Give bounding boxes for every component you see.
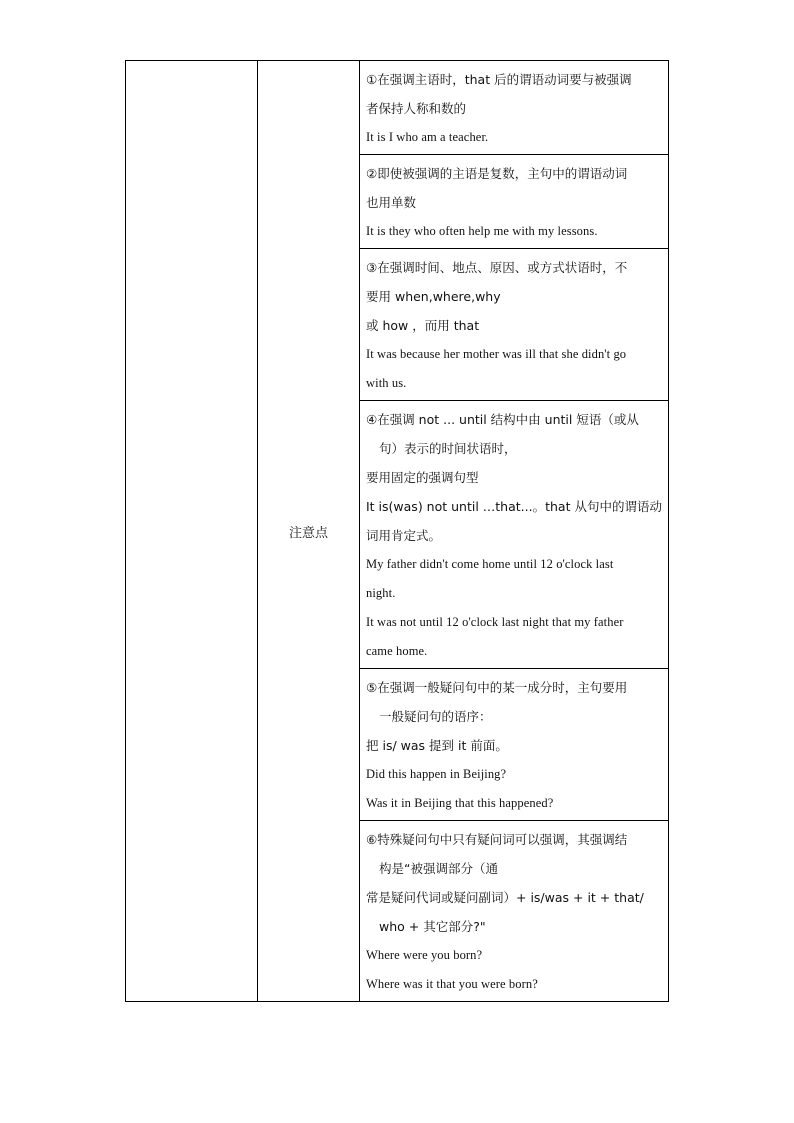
rule-text: 常是疑问代词或疑问副词）+ is/was + it + that/: [366, 890, 644, 905]
example-sentence: Did this happen in Beijing?: [366, 767, 507, 781]
example-sentence: Was it in Beijing that this happened?: [366, 796, 554, 810]
rule-text: 者保持人称和数的: [366, 101, 467, 116]
rule-text: 句）表示的时间状语时，: [379, 441, 517, 456]
grammar-table: [125, 60, 669, 1002]
rule-text: ⑥特殊疑问句中只有疑问词可以强调，其强调结: [366, 832, 628, 847]
rule-3-content: [360, 249, 668, 400]
example-sentence: It was because her mother was ill that she didn't go: [366, 347, 627, 361]
rule-text: 词用肯定式。: [366, 528, 442, 543]
rule-cell: [360, 61, 669, 155]
rule-cell: [360, 249, 669, 401]
example-sentence: night.: [366, 586, 396, 600]
rule-text: 一般疑问句的语序：: [379, 709, 492, 724]
table-body: [126, 61, 669, 1002]
rule-text: who + 其它部分?": [379, 919, 486, 934]
table-row: [126, 61, 669, 155]
rule-text: 把 is/ was 提到 it 前面。: [366, 738, 508, 753]
rule-text: 构是“被强调部分（通: [379, 861, 498, 876]
rule-cell: [360, 155, 669, 249]
example-sentence: with us.: [366, 376, 407, 390]
example-sentence: My father didn't come home until 12 o'clock last: [366, 557, 614, 571]
rule-text: ④在强调 not ... until 结构中由 until 短语（或从: [366, 412, 639, 427]
rule-6-content: [360, 821, 668, 1001]
example-sentence: Where was it that you were born?: [366, 977, 538, 991]
example-sentence: came home.: [366, 644, 428, 658]
rule-2-content: [360, 155, 668, 248]
rule-text: ③在强调时间、地点、原因、或方式状语时，不: [366, 260, 628, 275]
example-sentence: It is I who am a teacher.: [366, 130, 489, 144]
section-label: 注意点: [288, 525, 328, 541]
example-sentence: It is they who often help me with my lessons.: [366, 224, 598, 238]
rule-text: It is(was) not until …that...。that 从句中的谓语动: [366, 499, 662, 514]
rule-text: 要用 when,where,why: [366, 289, 501, 304]
rule-1-content: [360, 61, 668, 154]
section-label-cell: [258, 61, 360, 1002]
rule-text: ①在强调主语时，that 后的谓语动词要与被强调: [366, 72, 632, 87]
rule-text: ⑤在强调一般疑问句中的某一成分时，主句要用: [366, 680, 628, 695]
empty-category-cell: [126, 61, 258, 1002]
rule-text: 或 how ，而用 that: [366, 318, 480, 333]
rule-4-content: [360, 401, 668, 668]
rule-text: 要用固定的强调句型: [366, 470, 479, 485]
example-sentence: Where were you born?: [366, 948, 483, 962]
rule-text: 也用单数: [366, 195, 417, 210]
rule-5-content: [360, 669, 668, 820]
rule-cell: [360, 401, 669, 669]
rule-text: ②即使被强调的主语是复数，主句中的谓语动词: [366, 166, 628, 181]
rule-cell: [360, 669, 669, 821]
rule-cell: [360, 821, 669, 1002]
example-sentence: It was not until 12 o'clock last night that my father: [366, 615, 624, 629]
